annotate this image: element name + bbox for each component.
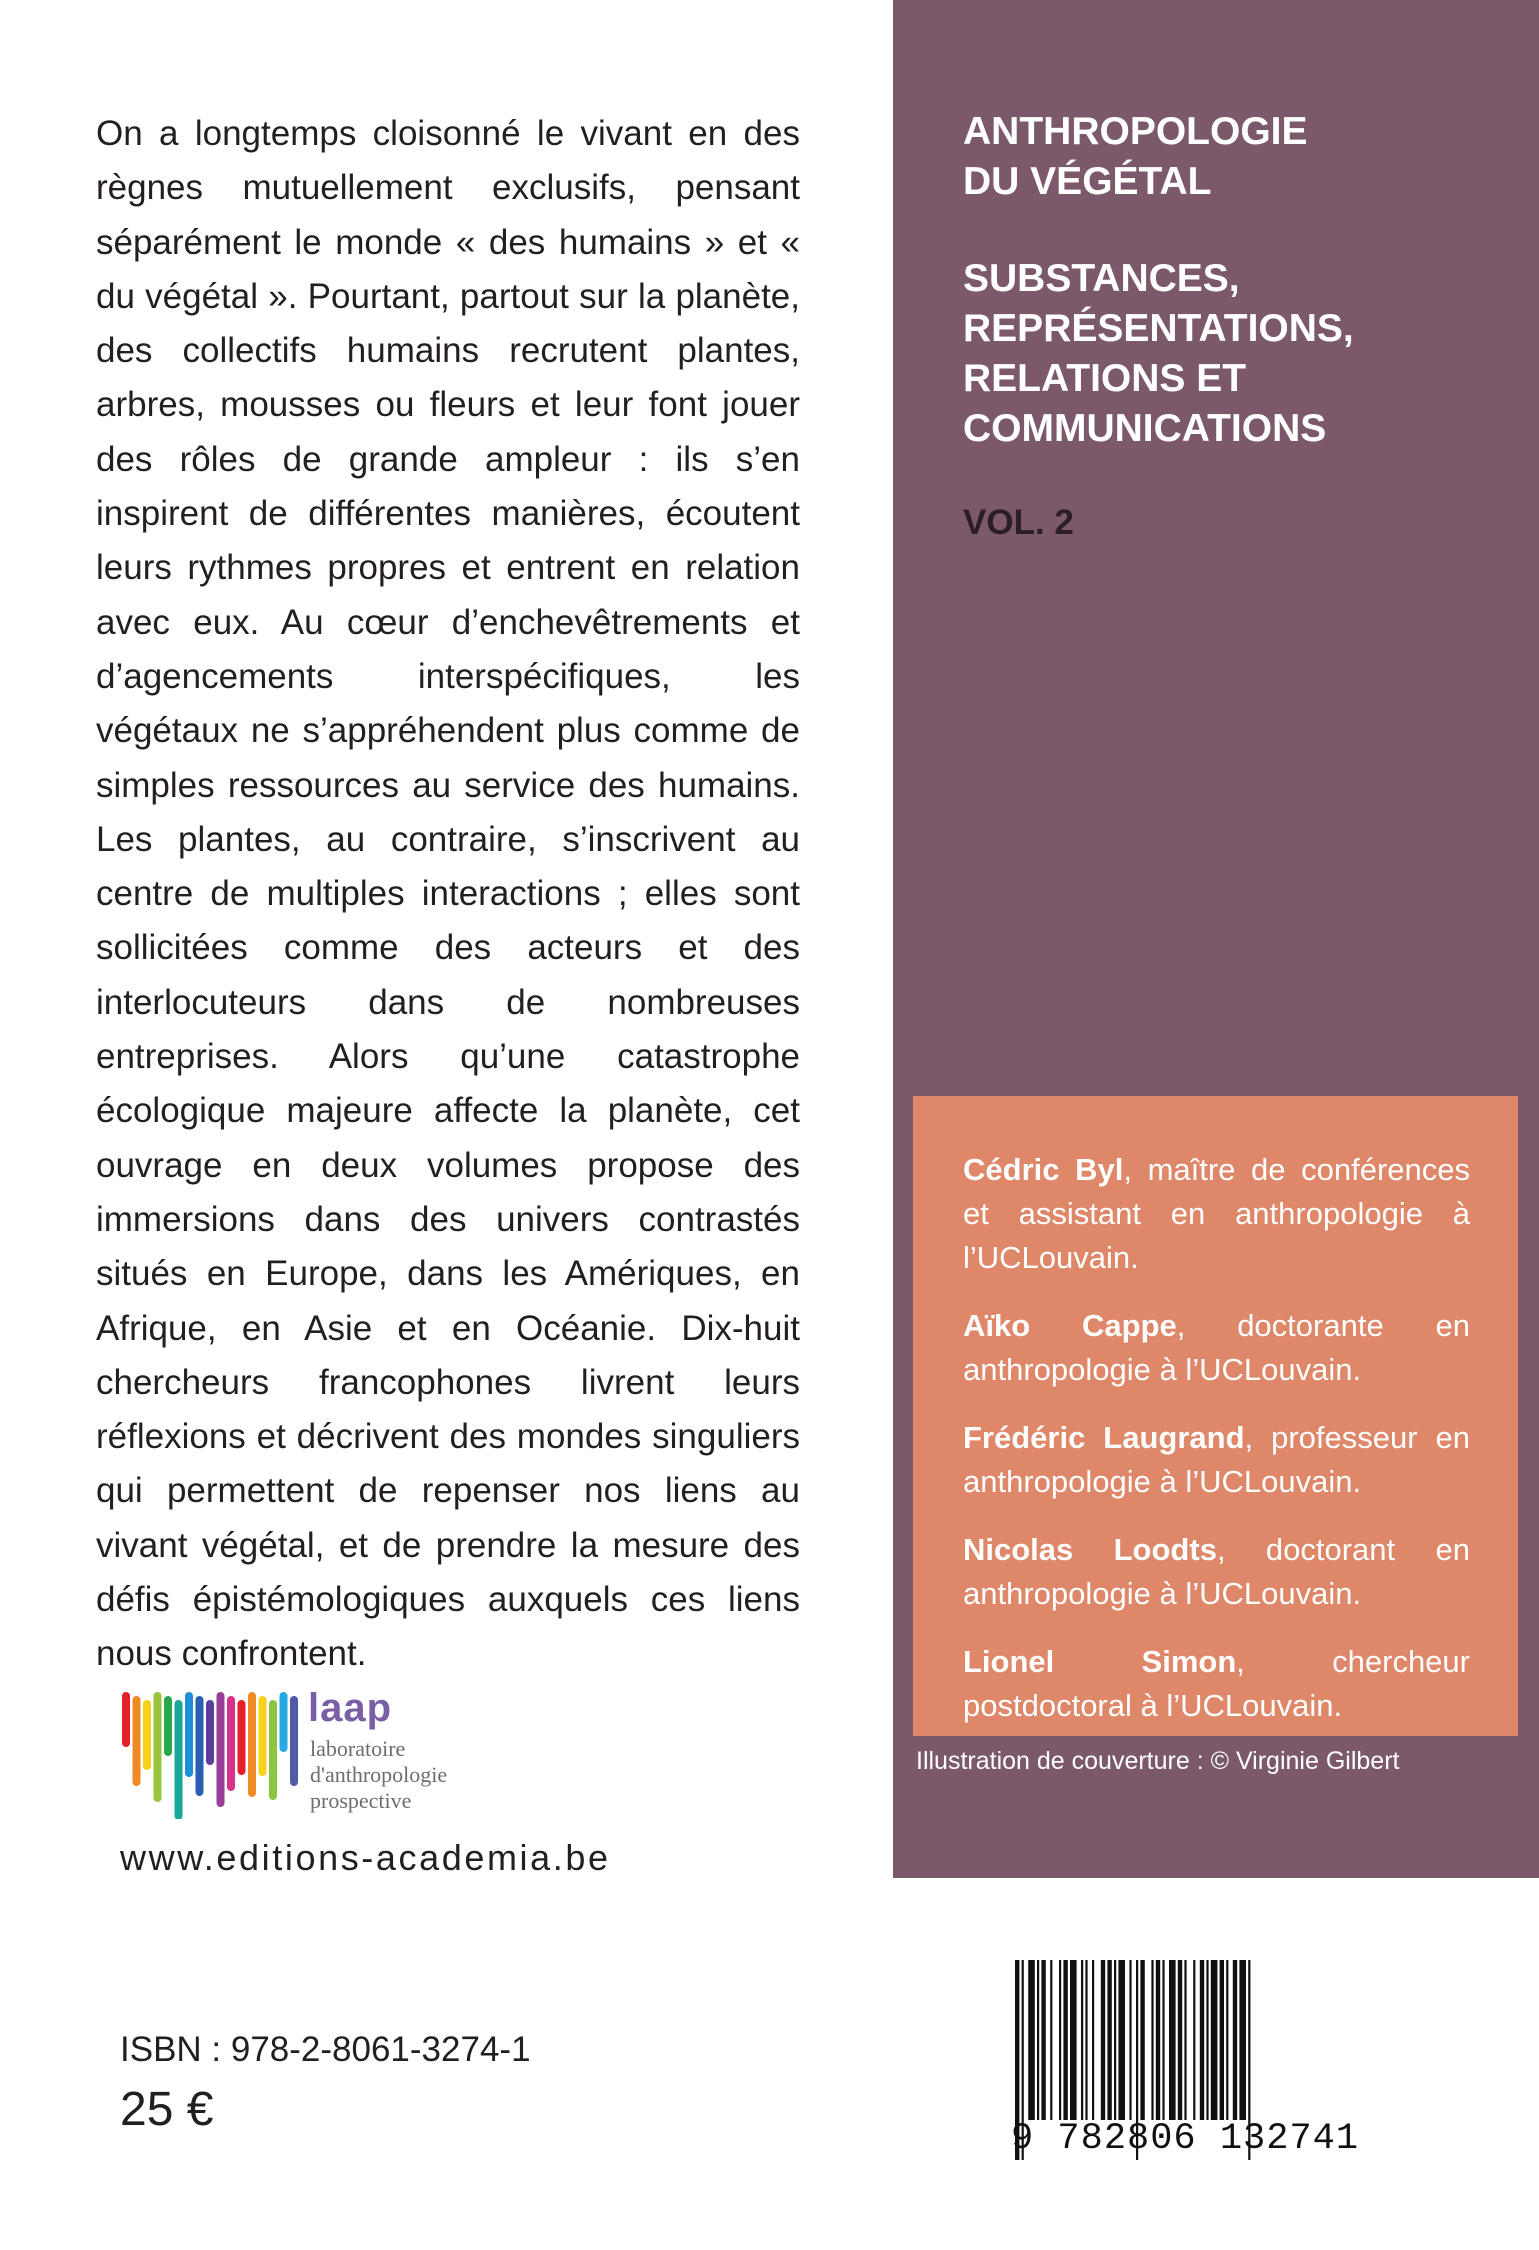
- logo-subtitle-line: laboratoire: [310, 1736, 406, 1761]
- barcode-bar: [1178, 1960, 1182, 2120]
- barcode-bar: [1050, 1960, 1052, 2120]
- barcode-bar: [1156, 1960, 1160, 2120]
- barcode-bar: [1226, 1960, 1228, 2120]
- logo-stripe: [290, 1696, 298, 1786]
- volume-label: VOL. 2: [963, 503, 1074, 542]
- barcode-bar: [1200, 1960, 1204, 2120]
- barcode-bar: [1233, 1960, 1237, 2120]
- title-line: ANTHROPOLOGIE: [963, 110, 1308, 153]
- authors-list: [963, 1148, 1470, 1752]
- barcode-bar: [1129, 1960, 1131, 2120]
- subtitle-line: RELATIONS ET: [963, 357, 1247, 400]
- barcode-bar: [1107, 1960, 1111, 2120]
- logo-stripe: [248, 1692, 256, 1797]
- logo-stripe: [269, 1700, 277, 1800]
- author-name: Cédric Byl: [963, 1152, 1124, 1187]
- barcode-bar: [1059, 1960, 1061, 2120]
- author-name: Frédéric Laugrand: [963, 1420, 1245, 1455]
- author-desc: , doctorante en anthropologie à l’UCLouvain.: [963, 1308, 1470, 1387]
- subtitle-line: COMMUNICATIONS: [963, 407, 1327, 450]
- barcode-bar: [1114, 1960, 1116, 2120]
- author-name: Aïko Cappe: [963, 1308, 1177, 1343]
- barcode-bar: [1193, 1960, 1195, 2120]
- back-cover-blurb: [96, 107, 800, 1682]
- book-title: [963, 107, 1483, 454]
- barcode-bar: [1028, 1960, 1035, 2120]
- isbn: ISBN : 978-2-8061-3274-1: [120, 2030, 531, 2069]
- logo-stripe: [259, 1696, 267, 1776]
- logo-stripe: [217, 1692, 225, 1807]
- barcode-digits: 9 782806 132741: [1011, 2118, 1360, 2160]
- barcode-bar: [1063, 1960, 1067, 2120]
- logo-subtitle-line: prospective: [310, 1788, 412, 1813]
- logo-stripe: [154, 1692, 162, 1802]
- barcode-bar: [1041, 1960, 1045, 2120]
- barcode-bar: [1162, 1960, 1164, 2120]
- publisher-website: www.editions-academia.be: [120, 1837, 611, 1878]
- author-entry: [963, 1148, 1470, 1280]
- subtitle-line: REPRÉSENTATIONS,: [963, 307, 1354, 350]
- logo-stripe: [196, 1696, 204, 1796]
- blurb-text: On a longtemps cloisonné le vivant en des règnes mutuellement exclusifs, pensant séparément le monde « des humains » et « du végétal ». Pourtant, partout sur la planète, des collectifs humains recrutent plantes, arbres, mousses ou fleurs et leur font jouer des rôles de grande ampleur : ils s’en inspirent de différentes manières, écoutent leurs rythmes propres et entrent en relation avec eux. Au cœur d’enchevêtrements et d’agencements interspécifiques, les végétaux ne s’appréhendent plus comme de simples ressources au service des humains. Les plantes, au contraire, s’inscrivent au centre de multiples interactions ; elles sont sollicitées comme des acteurs et des interlocuteurs dans de nombreuses entreprises. Alors qu’une catastrophe écologique majeure affecte la planète, cet ouvrage en deux volumes propose des immersions dans des univers contrastés situés en Europe, dans les Amériques, en Afrique, en Asie et en Océanie. Dix-huit chercheurs francophones livrent leurs réflexions et décrivent des mondes singuliers qui permettent de repenser nos liens au vivant végétal, et de prendre la mesure des défis épistémologiques auxquels ces liens nous confrontent.: [96, 114, 800, 1674]
- author-entry: [963, 1528, 1470, 1616]
- barcode-bar: [1184, 1960, 1186, 2120]
- author-desc: , professeur en anthropologie à l’UCLouvain.: [963, 1420, 1470, 1499]
- logo-stripe: [227, 1696, 235, 1791]
- logo-stripe: [206, 1700, 214, 1765]
- barcode-bar: [1169, 1960, 1176, 2120]
- barcode-bar: [1085, 1960, 1087, 2120]
- barcode-bar: [1101, 1960, 1105, 2120]
- logo-stripe: [175, 1700, 183, 1819]
- barcode-bar: [1081, 1960, 1083, 2120]
- logo-stripe: [122, 1692, 130, 1747]
- barcode-bar: [1239, 1960, 1246, 2120]
- author-desc: , chercheur postdoctoral à l’UCLouvain.: [963, 1644, 1470, 1723]
- logo-subtitle: [310, 1736, 447, 1814]
- barcode-bar: [1118, 1960, 1125, 2120]
- logo-stripe: [164, 1696, 172, 1756]
- barcode-bar: [1140, 1960, 1144, 2120]
- logo-stripe: [185, 1692, 193, 1777]
- subtitle-line: SUBSTANCES,: [963, 257, 1240, 300]
- barcode-bar: [1037, 1960, 1039, 2120]
- title-line: DU VÉGÉTAL: [963, 160, 1212, 203]
- barcode-bar: [1092, 1960, 1094, 2120]
- logo-stripe: [238, 1700, 246, 1775]
- author-name: Nicolas Loodts: [963, 1532, 1217, 1567]
- logo-subtitle-line: d'anthropologie: [310, 1762, 448, 1787]
- barcode-bar: [1206, 1960, 1208, 2120]
- author-entry: [963, 1416, 1470, 1504]
- barcode-bar: [1220, 1960, 1224, 2120]
- barcode-bar: [1070, 1960, 1077, 2120]
- author-entry: [963, 1304, 1470, 1392]
- author-entry: [963, 1640, 1470, 1728]
- author-desc: , doctorant en anthropologie à l’UCLouvain.: [963, 1532, 1470, 1611]
- price: 25 €: [120, 2083, 214, 2136]
- cover-illustration-credit: Illustration de couverture : © Virginie Gilbert: [916, 1747, 1400, 1775]
- logo-name: laap: [308, 1686, 393, 1730]
- author-name: Lionel Simon: [963, 1644, 1237, 1679]
- barcode-bar: [1151, 1960, 1153, 2120]
- logo-stripe: [280, 1692, 288, 1752]
- logo-stripe: [143, 1700, 151, 1770]
- logo-stripe: [133, 1696, 141, 1786]
- author-desc: , maître de conférences et assistant en anthropologie à l’UCLouvain.: [963, 1152, 1470, 1275]
- barcode-bar: [1211, 1960, 1218, 2120]
